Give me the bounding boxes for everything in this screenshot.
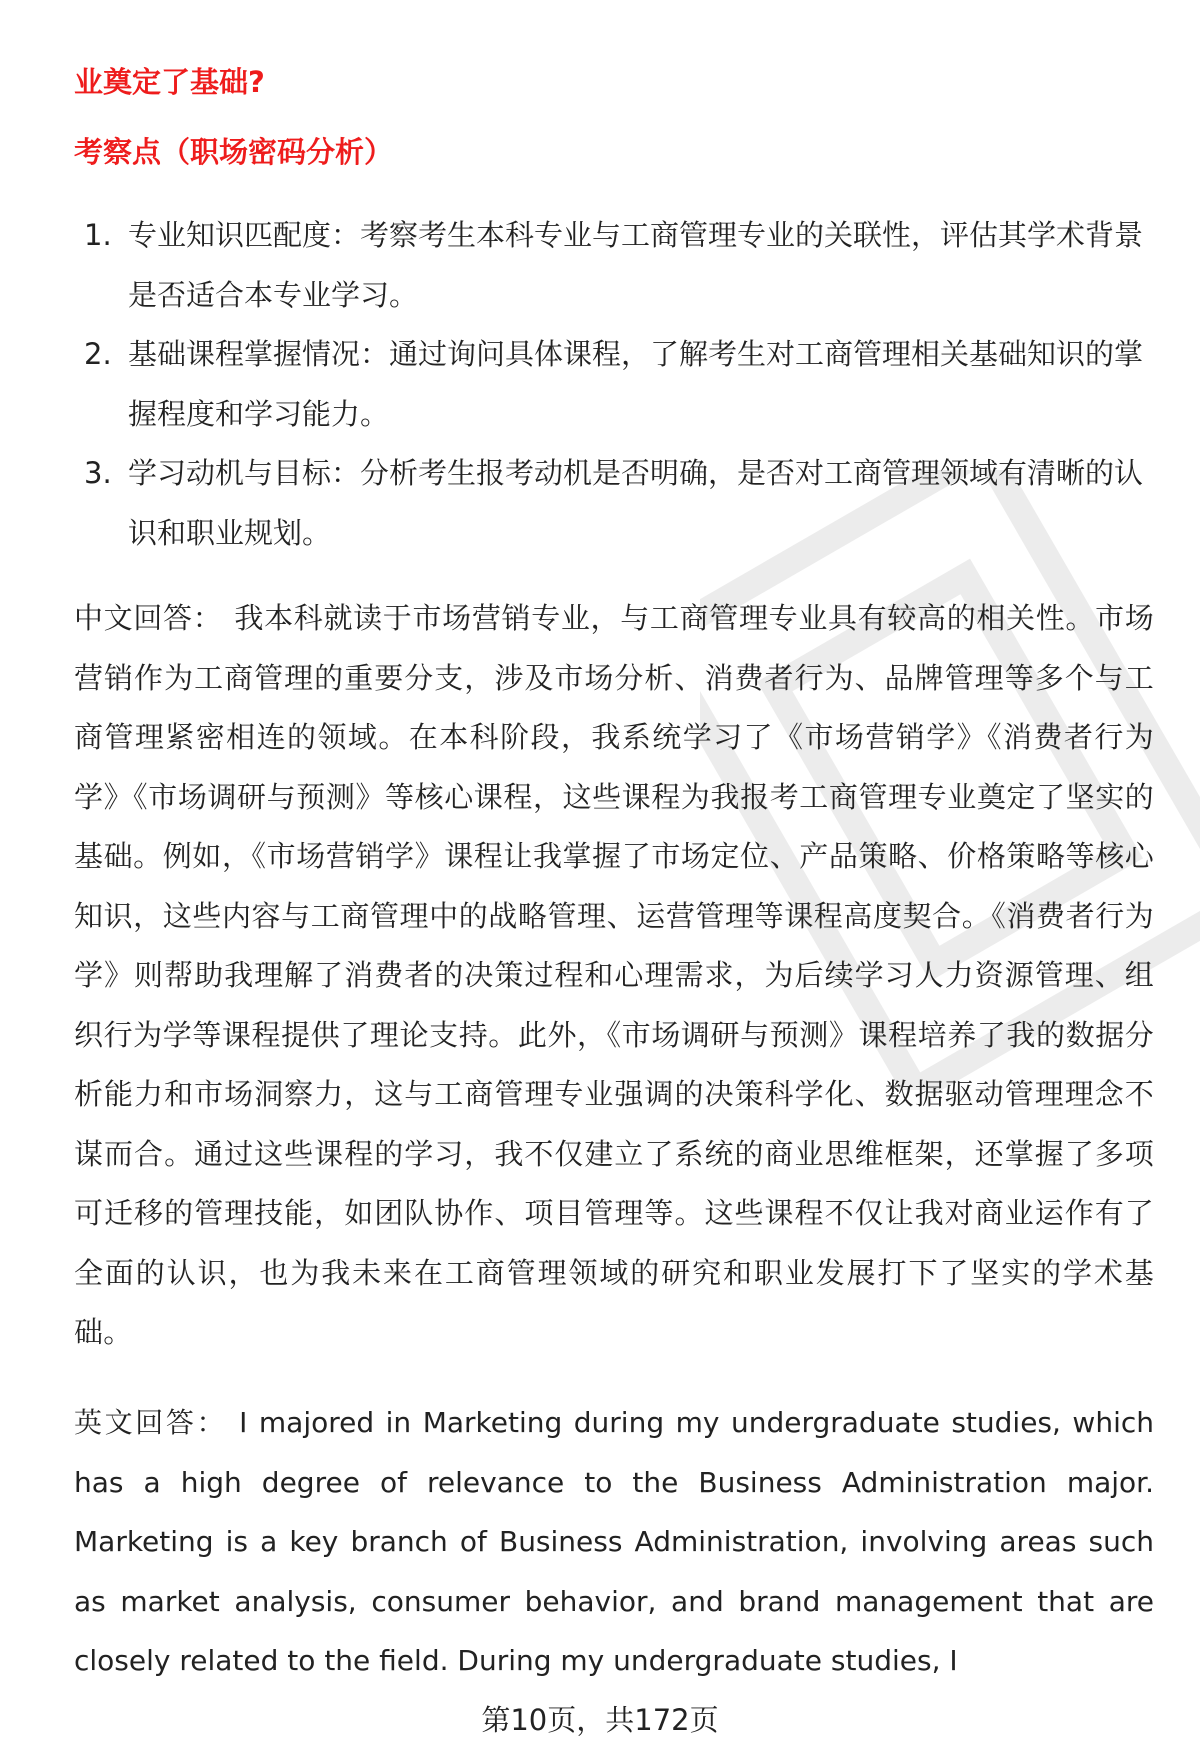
chinese-answer-label: 中文回答： xyxy=(74,601,223,635)
list-item-number: 2. xyxy=(84,337,112,371)
question-heading-continued: 业奠定了基础? xyxy=(74,65,265,99)
page-number-footer: 第10页，共172页 xyxy=(481,1703,719,1737)
english-answer-paragraph xyxy=(74,1393,1154,1691)
list-item-number: 1. xyxy=(84,218,112,252)
english-answer-text: I majored in Marketing during my undergraduate studies, which has a high degree of relevance to the Business Administration major. Marketing is a key branch of Business Administration, involving areas such as market analysis, consumer behavior, and brand management that are closely related to the field. During my undergraduate studies, I xyxy=(74,1406,1154,1677)
chinese-answer-text: 我本科就读于市场营销专业，与工商管理专业具有较高的相关性。市场营销作为工商管理的重要分支，涉及市场分析、消费者行为、品牌管理等多个与工商管理紧密相连的领域。在本科阶段，我系统学习了《市场营销学》《消费者行为学》《市场调研与预测》等核心课程，这些课程为我报考工商管理专业奠定了坚实的基础。例如，《市场营销学》课程让我掌握了市场定位、产品策略、价格策略等核心知识，这些内容与工商管理中的战略管理、运营管理等课程高度契合。《消费者行为学》则帮助我理解了消费者的决策过程和心理需求，为后续学习人力资源管理、组织行为学等课程提供了理论支持。此外，《市场调研与预测》课程培养了我的数据分析能力和市场洞察力，这与工商管理专业强调的决策科学化、数据驱动管理理念不谋而合。通过这些课程的学习，我不仅建立了系统的商业思维框架，还掌握了多项可迁移的管理技能，如团队协作、项目管理等。这些课程不仅让我对商业运作有了全面的认识，也为我未来在工商管理领域的研究和职业发展打下了坚实的学术基础。 xyxy=(74,601,1154,1349)
chinese-answer-paragraph xyxy=(74,589,1154,1363)
list-item-text: 专业知识匹配度：考察考生本科专业与工商管理专业的关联性，评估其学术背景是否适合本专业学习。 xyxy=(128,218,1144,312)
list-item xyxy=(74,325,1154,444)
list-item-text: 基础课程掌握情况：通过询问具体课程，了解考生对工商管理相关基础知识的掌握程度和学习能力。 xyxy=(128,337,1144,431)
exam-points-list xyxy=(74,206,1154,563)
list-item-number: 3. xyxy=(84,456,112,490)
list-item-text: 学习动机与目标：分析考生报考动机是否明确，是否对工商管理领域有清晰的认识和职业规划。 xyxy=(128,456,1144,550)
list-item xyxy=(74,444,1154,563)
english-answer-label: 英文回答： xyxy=(74,1406,228,1439)
exam-points-heading: 考察点（职场密码分析） xyxy=(74,135,394,169)
list-item xyxy=(74,206,1154,325)
